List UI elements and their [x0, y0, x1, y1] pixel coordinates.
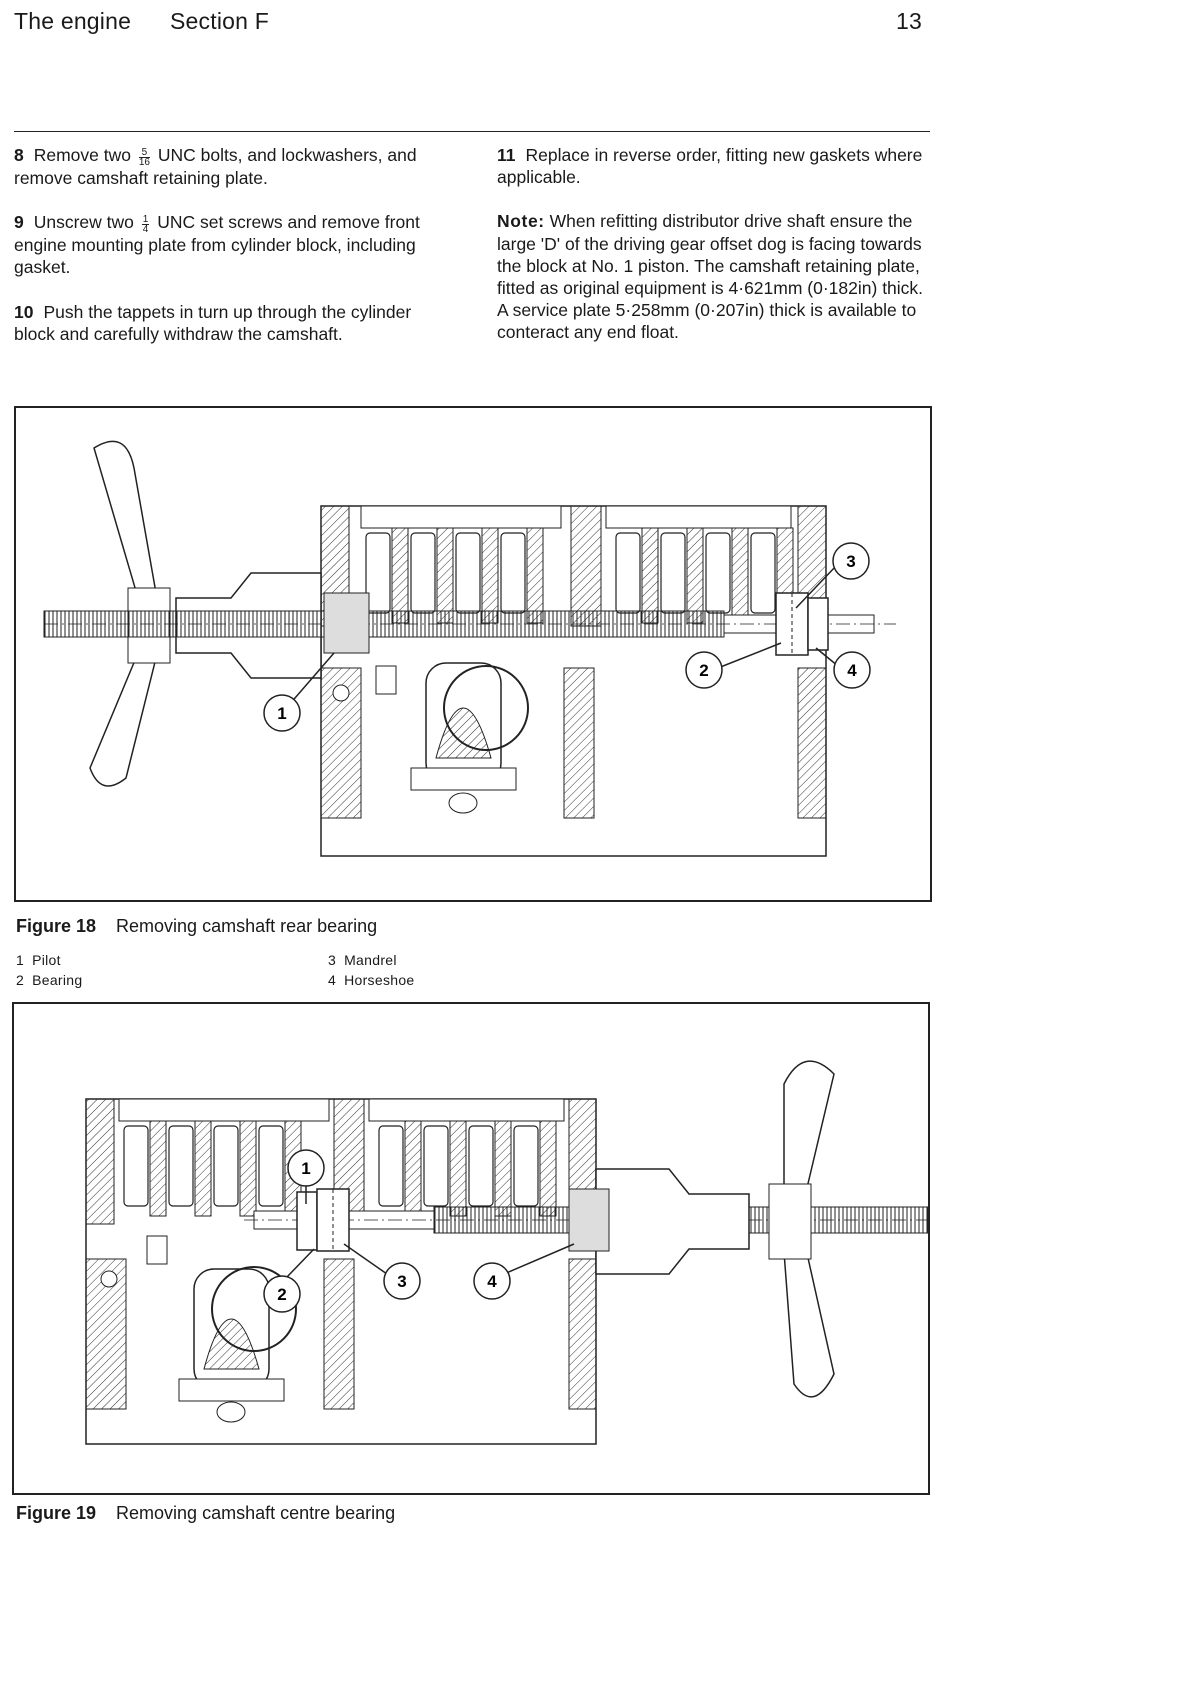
step-text: Push the tappets in turn up through the cylinder block and carefully withdraw the camshaft. [14, 301, 412, 344]
figure-18-caption [16, 916, 377, 937]
callout-2 [264, 1249, 314, 1312]
callout-3-label: 3 [846, 552, 856, 571]
callout-3-label: 3 [397, 1272, 407, 1291]
step-11 [497, 144, 937, 188]
step-number: 10 [14, 301, 34, 322]
right-column [497, 144, 937, 366]
figure-18-legend-left [16, 950, 82, 990]
callout-4-label: 4 [487, 1272, 497, 1291]
step-number: 11 [497, 145, 516, 165]
step-number: 9 [14, 212, 24, 233]
step-text: Remove two [33, 145, 131, 165]
legend-item [328, 950, 415, 970]
step-8 [14, 144, 454, 189]
callout-1-label: 1 [301, 1159, 311, 1178]
callout-2 [686, 643, 781, 688]
step-text: UNC set screws and remove front engine mounting plate from cylinder block, including gasket. [14, 212, 420, 278]
figure-19-diagram [12, 1002, 930, 1495]
left-column [14, 144, 454, 367]
callout-4 [474, 1244, 574, 1299]
camshaft-centre-bearing-drawing [14, 1004, 928, 1493]
fraction-denominator: 4 [142, 224, 149, 236]
page-number: 13 [896, 8, 922, 34]
legend-number: 2 [16, 972, 25, 988]
step-text: UNC bolts, and lockwashers, and remove camshaft retaining plate. [14, 145, 417, 188]
step-number: 8 [14, 145, 24, 165]
callout-2-label: 2 [699, 661, 709, 680]
legend-text: Pilot [32, 952, 61, 968]
legend-number: 1 [16, 952, 25, 968]
fraction-numerator: 5 [139, 148, 150, 158]
callout-3 [344, 1244, 420, 1299]
figure-19-caption [16, 1503, 395, 1524]
legend-text: Bearing [32, 972, 83, 988]
legend-text: Horseshoe [344, 972, 415, 988]
legend-item [328, 970, 415, 990]
fraction [142, 215, 150, 234]
legend-item [16, 970, 82, 990]
legend-number: 3 [328, 952, 337, 968]
legend-text: Mandrel [344, 952, 397, 968]
step-text: Unscrew two [33, 212, 134, 233]
step-text: Replace in reverse order, fitting new gaskets where applicable. [497, 145, 923, 188]
note-label: Note: [497, 211, 545, 232]
note [497, 210, 937, 343]
figure-label: Figure 18 [16, 916, 97, 936]
callout-2-label: 2 [277, 1285, 287, 1304]
step-9 [14, 211, 454, 278]
header-rule [14, 131, 930, 132]
fraction [139, 148, 150, 167]
legend-number: 4 [328, 972, 337, 988]
callout-1-label: 1 [277, 704, 287, 723]
note-text: When refitting distributor drive shaft ensure the large 'D' of the driving gear offset dog is facing towards the block at No. 1 piston. The camshaft retaining plate, fitted as original equipment is 4·621mm (0·182in) thick. A service plate 5·258mm (0·207in) thick is available to conteract any end float. [497, 211, 924, 343]
fraction-denominator: 16 [138, 157, 150, 168]
header-title: The engine [14, 8, 132, 34]
fraction-numerator: 1 [142, 214, 149, 226]
header-section: Section F [170, 8, 269, 34]
legend-item [16, 950, 82, 970]
figure-caption-text: Removing camshaft centre bearing [116, 1503, 396, 1523]
callout-4-label: 4 [847, 661, 857, 680]
camshaft-rear-bearing-drawing [16, 408, 930, 900]
figure-18-diagram [14, 406, 932, 902]
figure-label: Figure 19 [16, 1503, 97, 1523]
step-10 [14, 301, 454, 345]
figure-caption-text: Removing camshaft rear bearing [116, 916, 378, 936]
figure-18-legend-right [328, 950, 415, 990]
